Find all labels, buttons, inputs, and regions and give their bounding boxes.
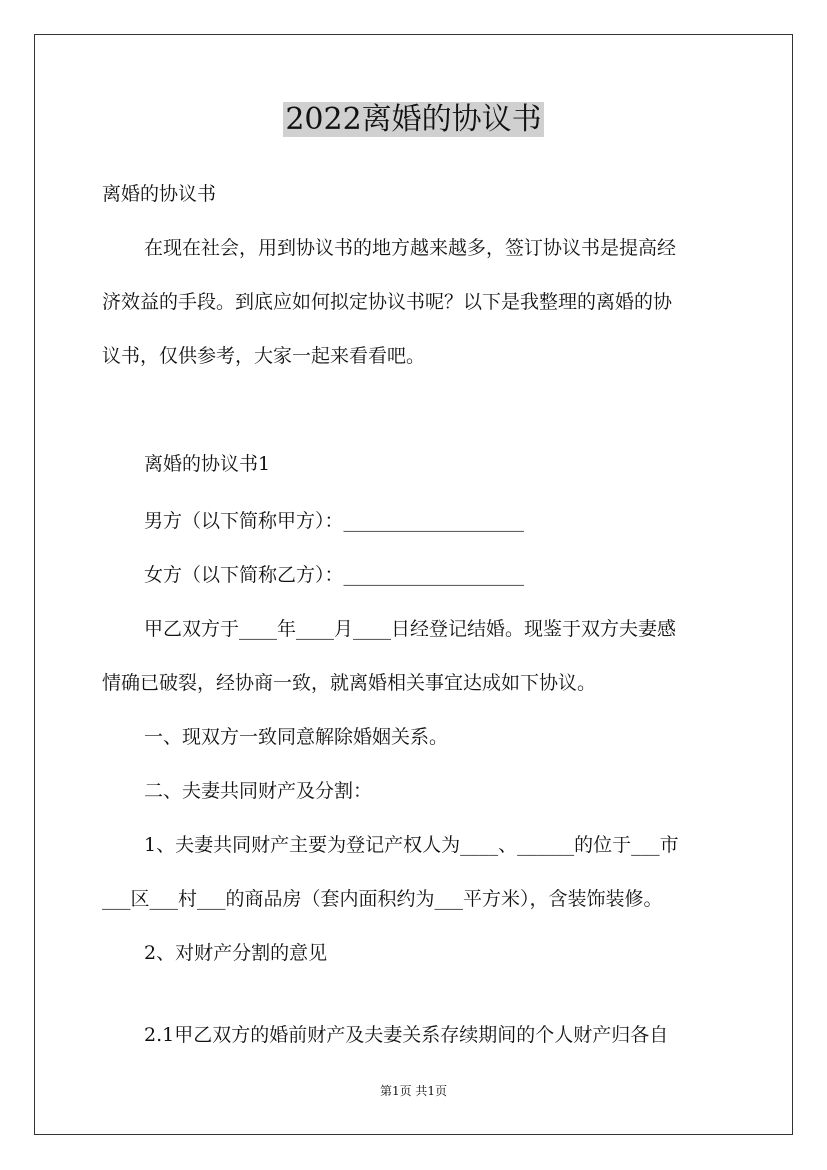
property-line: 1、夫妻共同财产主要为登记产权人为____、______的位于___市 (144, 834, 679, 856)
marriage-line: 情确已破裂，经协商一致，就离婚相关事宜达成如下协议。 (102, 672, 597, 694)
clause-dissolution: 一、现双方一致同意解除婚姻关系。 (144, 726, 449, 748)
page-number-footer: 第1页 共1页 (379, 1084, 448, 1098)
document-title-text: 2022离婚的协议书 (285, 102, 542, 137)
document-subtitle: 离婚的协议书 (102, 183, 217, 205)
property-line: ___区___村___的商品房（套内面积约为___平方米），含装饰装修。 (102, 888, 663, 910)
intro-line: 济效益的手段。到底应如何拟定协议书呢？以下是我整理的离婚的协 (102, 291, 673, 313)
male-party-line: 男方（以下简称甲方）：___________________ (144, 510, 525, 532)
document-title (0, 100, 827, 140)
female-party-line: 女方（以下简称乙方）：___________________ (144, 564, 525, 586)
intro-line: 议书，仅供参考，大家一起来看看吧。 (102, 345, 426, 367)
section-heading: 离婚的协议书1 (144, 453, 271, 475)
marriage-line: 甲乙双方于____年____月____日经登记结婚。现鉴于双方夫妻感 (144, 618, 677, 640)
clause-division-opinion: 2、对财产分割的意见 (144, 942, 328, 964)
clause-property-heading: 二、夫妻共同财产及分割： (144, 780, 373, 802)
clause-premarital-property: 2.1甲乙双方的婚前财产及夫妻关系存续期间的个人财产归各自 (144, 1024, 669, 1046)
intro-line: 在现在社会，用到协议书的地方越来越多，签订协议书是提高经 (144, 237, 677, 259)
